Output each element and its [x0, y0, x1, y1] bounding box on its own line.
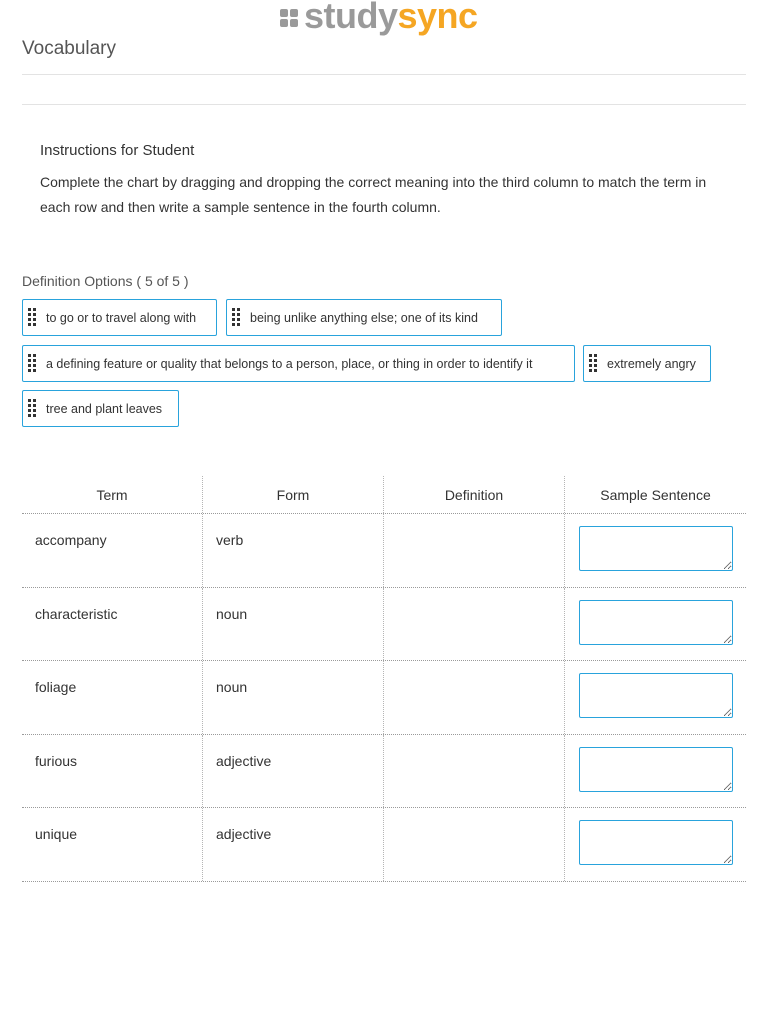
sample-sentence-input[interactable]	[579, 673, 733, 718]
table-row	[22, 735, 746, 809]
instructions-heading: Instructions for Student	[40, 142, 195, 159]
divider	[22, 74, 746, 75]
table-row	[22, 514, 746, 588]
term-cell: accompany	[22, 514, 203, 587]
definition-drop-zone[interactable]	[384, 735, 565, 808]
drag-handle-icon[interactable]	[28, 399, 36, 419]
sentence-cell	[565, 661, 746, 734]
table-row	[22, 661, 746, 735]
definition-drop-zone[interactable]	[384, 588, 565, 661]
definition-drop-zone[interactable]	[384, 808, 565, 881]
table-header-row	[22, 476, 746, 514]
sample-sentence-input[interactable]	[579, 600, 733, 645]
definition-option-chip[interactable]	[22, 345, 575, 382]
header-sample-sentence: Sample Sentence	[600, 486, 711, 503]
table-row	[22, 588, 746, 662]
definition-option-chip[interactable]	[226, 299, 502, 336]
form-cell: adjective	[203, 735, 384, 808]
header-form: Form	[203, 476, 384, 513]
definition-option-text: being unlike anything else; one of its kind	[250, 310, 478, 325]
definition-option-chip[interactable]	[22, 390, 179, 427]
studysync-logo	[280, 0, 478, 40]
divider	[22, 104, 746, 105]
term-cell: furious	[22, 735, 203, 808]
term-cell: foliage	[22, 661, 203, 734]
instructions-body: Complete the chart by dragging and dropping the correct meaning into the third column to match the term in each row and then write a sample sentence in the fourth column.	[40, 174, 707, 215]
drag-handle-icon[interactable]	[589, 354, 597, 374]
definition-option-chip[interactable]	[22, 299, 217, 336]
table-row	[22, 808, 746, 882]
logo-study: study	[304, 0, 398, 36]
sample-sentence-input[interactable]	[579, 526, 733, 571]
vocabulary-table	[22, 476, 746, 882]
definition-option-text: extremely angry	[607, 356, 696, 371]
form-cell: adjective	[203, 808, 384, 881]
sentence-cell	[565, 514, 746, 587]
form-cell: verb	[203, 514, 384, 587]
logo-sync: sync	[397, 0, 478, 36]
sentence-cell	[565, 735, 746, 808]
page-title: Vocabulary	[22, 38, 117, 59]
definition-option-text: to go or to travel along with	[46, 310, 197, 325]
term-cell: unique	[22, 808, 203, 881]
definition-option-chip[interactable]	[583, 345, 711, 382]
drag-handle-icon[interactable]	[232, 308, 240, 328]
sample-sentence-input[interactable]	[579, 747, 733, 792]
logo-dots-icon	[280, 9, 298, 27]
sample-sentence-input[interactable]	[579, 820, 733, 865]
drag-handle-icon[interactable]	[28, 308, 36, 328]
form-cell: noun	[203, 661, 384, 734]
sentence-cell	[565, 588, 746, 661]
definition-option-text: tree and plant leaves	[46, 401, 163, 416]
term-cell: characteristic	[22, 588, 203, 661]
form-cell: noun	[203, 588, 384, 661]
definition-drop-zone[interactable]	[384, 514, 565, 587]
header-term: Term	[22, 476, 203, 513]
definition-options-label: Definition Options ( 5 of 5 )	[22, 273, 189, 289]
definition-option-text: a defining feature or quality that belongs to a person, place, or thing in order to identify it	[46, 356, 533, 371]
sentence-cell	[565, 808, 746, 881]
header-definition: Definition	[384, 476, 565, 513]
definition-drop-zone[interactable]	[384, 661, 565, 734]
drag-handle-icon[interactable]	[28, 354, 36, 374]
logo-wordmark	[304, 0, 478, 34]
